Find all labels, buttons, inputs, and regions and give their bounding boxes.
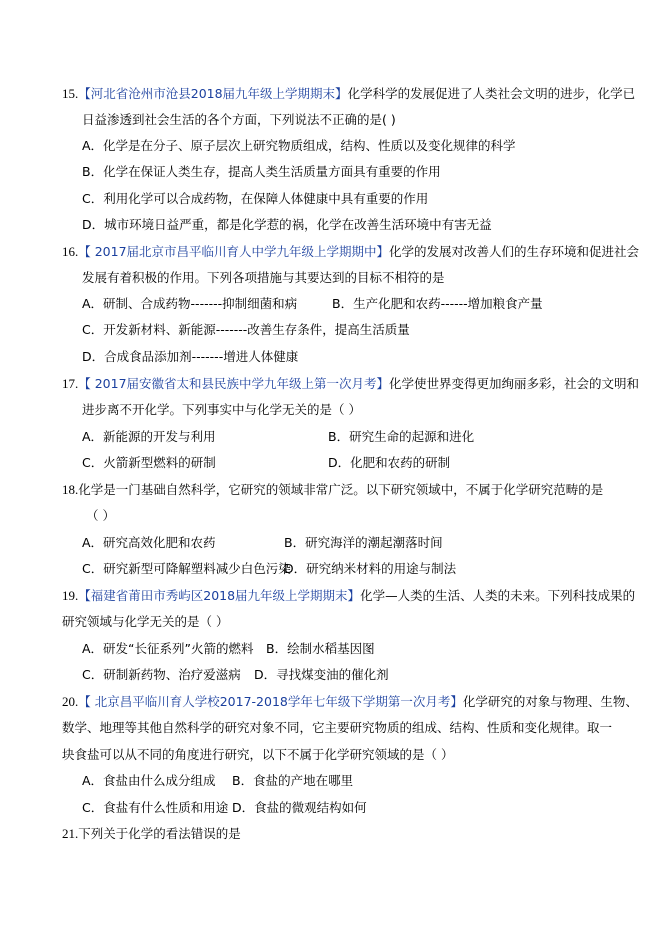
option-b: B．绘制水稻基因图 [266, 641, 375, 656]
option-b: B．生产化肥和农药------增加粮食产量 [332, 296, 543, 311]
question-source: 【 北京昌平临川育人学校2017-2018学年七年级下学期第一次月考】 [78, 694, 463, 709]
option-b: B．食盐的产地在哪里 [232, 773, 354, 788]
question-number: 19. [62, 588, 79, 603]
question-15-line-1 [62, 86, 635, 102]
question-18-line-1 [62, 482, 603, 498]
question-source: 【福建省莆田市秀屿区2018届九年级上学期期末】 [78, 588, 361, 603]
option-b: B．化学在保证人类生存，提高人类生活质量方面具有重要的作用 [82, 164, 441, 179]
question-stem: 化学—人类的生活、人类的未来。下列科技成果的 [360, 588, 636, 603]
question-stem: 块食盐可以从不同的角度进行研究，以下不属于化学研究领域的是（ ） [62, 747, 454, 762]
question-stem: 数学、地理等其他自然科学的研究对象不同，它主要研究物质的组成、结构、性质和变化规律。取一 [62, 720, 613, 735]
option-c: C．研究新型可降解塑料减少白色污染 [82, 561, 291, 576]
option-b: B．研究海洋的潮起潮落时间 [284, 535, 443, 550]
option-a: A．研制、合成药物-------抑制细菌和病 [82, 296, 298, 311]
option-d: D．食盐的微观结构如何 [232, 800, 367, 815]
option-c: C．食盐有什么性质和用途 [82, 800, 229, 815]
question-stem: 日益渗透到社会生活的各个方面，下列说法不正确的是( ) [82, 112, 396, 127]
question-number: 21. [62, 826, 79, 841]
option-c: C．利用化学可以合成药物，在保障人体健康中具有重要的作用 [82, 191, 429, 206]
question-stem: 化学使世界变得更加绚丽多彩，社会的文明和 [389, 376, 640, 391]
question-number: 18. [62, 482, 79, 497]
option-c: C．火箭新型燃料的研制 [82, 455, 216, 470]
option-a: A．食盐由什么成分组成 [82, 773, 216, 788]
option-d: D．合成食品添加剂-------增进人体健康 [82, 349, 299, 364]
question-stem: 化学是一门基础自然科学，它研究的领域非常广泛。以下研究领域中，不属于化学研究范畴的是 [78, 482, 604, 497]
option-a: A．研究高效化肥和农药 [82, 535, 216, 550]
question-number: 16. [62, 244, 79, 259]
option-c: C．研制新药物、治疗爱滋病 [82, 667, 241, 682]
option-d: D．化肥和农药的研制 [328, 455, 451, 470]
question-stem: 化学科学的发展促进了人类社会文明的进步，化学已 [347, 86, 636, 101]
question-number: 17. [62, 376, 79, 391]
question-stem: 研究领域与化学无关的是（ ） [62, 614, 229, 629]
option-d: D．城市环境日益严重，都是化学惹的祸，化学在改善生活环境中有害无益 [82, 217, 492, 232]
question-number: 15. [62, 86, 79, 101]
option-b: B．研究生命的起源和进化 [328, 429, 475, 444]
question-stem: 化学的发展对改善人们的生存环境和促进社会 [389, 244, 640, 259]
question-source: 【 2017届北京市昌平临川育人中学九年级上学期期中】 [78, 244, 390, 259]
question-source: 【 2017届安徽省太和县民族中学九年级上第一次月考】 [78, 376, 390, 391]
option-a: A．新能源的开发与利用 [82, 429, 216, 444]
question-21-line-1 [62, 826, 241, 842]
option-a: A．化学是在分子、原子层次上研究物质组成，结构、性质以及变化规律的科学 [82, 138, 516, 153]
option-c: C．开发新材料、新能源-------改善生存条件，提高生活质量 [82, 322, 410, 337]
question-stem: 发展有着积极的作用。下列各项措施与其要达到的目标不相符的是 [82, 270, 445, 285]
question-stem: 化学研究的对象与物理、生物、 [462, 694, 638, 709]
question-number: 20. [62, 694, 79, 709]
question-stem: 进步离不开化学。下列事实中与化学无关的是（ ） [82, 402, 361, 417]
option-d: D．寻找煤变油的催化剂 [254, 667, 389, 682]
question-20-line-1 [62, 694, 638, 710]
question-source: 【河北省沧州市沧县2018届九年级上学期期末】 [78, 86, 348, 101]
question-stem: 下列关于化学的看法错误的是 [78, 826, 241, 841]
question-19-line-1 [62, 588, 635, 604]
option-a: A．研发“长征系列”火箭的燃料 [82, 641, 254, 656]
question-16-line-1 [62, 244, 639, 260]
option-d: D．研究纳米材料的用途与制法 [284, 561, 457, 576]
question-stem: （ ） [86, 508, 115, 523]
question-17-line-1 [62, 376, 639, 392]
